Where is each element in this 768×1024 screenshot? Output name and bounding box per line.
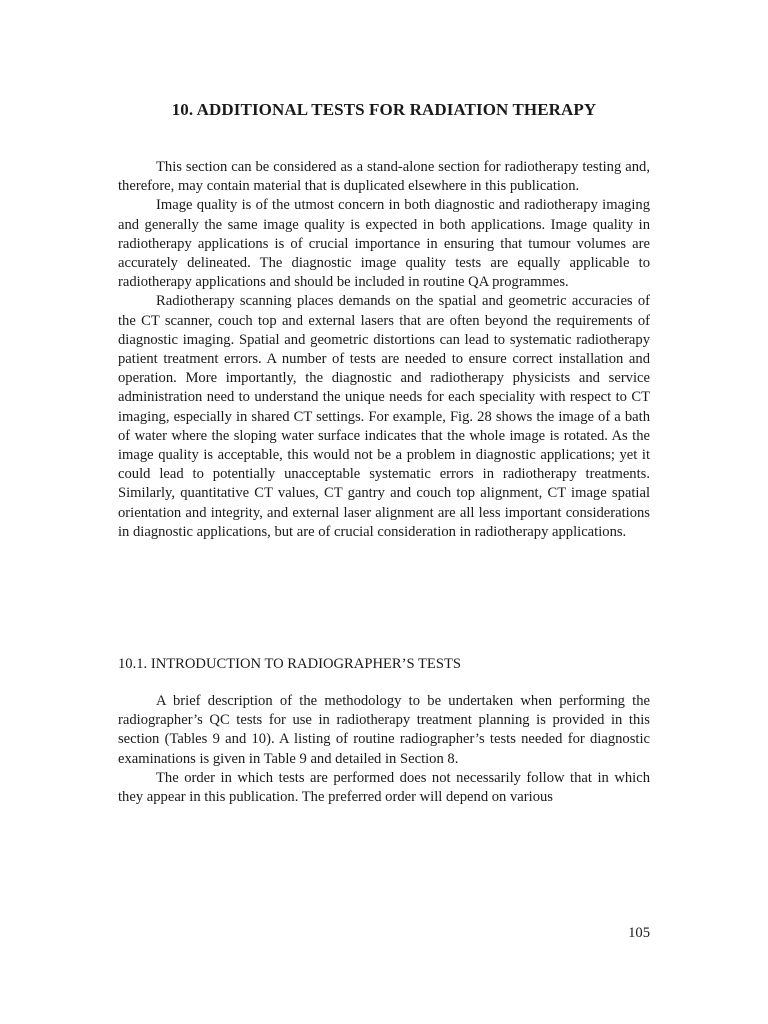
intro-paragraph-3: Radiotherapy scanning places demands on the spatial and geometric accuracies of the CT scanner, couch top and external lasers that are often beyond the requirements of diagnostic imaging. Spatial and geometric distortions can lead to systematic radiotherapy patient treatment errors. A number of tests are needed to ensure correct installation and operation. More importantly, the diagnostic and radiotherapy physicists and service administration need to understand the unique needs for each speciality with respect to CT imaging, especially in shared CT settings. For example, Fig. 28 shows the image of a bath of water where the sloping water surface indicates that the whole image is rotated. As the image quality is acceptable, this would not be a problem in diagnostic applications; yet it could lead to potentially unacceptable systematic errors in radiotherapy treatments. Similarly, quantitative CT values, CT gantry and couch top alignment, CT image spatial orientation and integrity, and external laser alignment are all less important considerations in diagnostic applications, but are of crucial consideration in radiotherapy applications. (118, 293, 650, 540)
intro-paragraph-2: Image quality is of the utmost concern in both diagnostic and radiotherapy imaging and generally the same image quality is expected in both applications. Image quality in radiotherapy applications is of crucial importance in ensuring that tumour volumes are accurately delineated. The diagnostic image quality tests are equally applicable to radiotherapy applications and should be included in routine QA programmes. (118, 197, 650, 291)
section-heading: 10.1. INTRODUCTION TO RADIOGRAPHER’S TESTS (118, 656, 461, 672)
radiographer-section (118, 692, 650, 807)
section-paragraph-2: The order in which tests are performed does not necessarily follow that in which they appear in this publication. The preferred order will depend on various (118, 769, 650, 806)
intro-section (118, 158, 650, 542)
page-number: 105 (628, 925, 650, 941)
chapter-title: 10. ADDITIONAL TESTS FOR RADIATION THERAPY (171, 100, 597, 119)
intro-paragraph-1: This section can be considered as a stand-alone section for radiotherapy testing and, therefore, may contain material that is duplicated elsewhere in this publication. (118, 159, 650, 195)
section-paragraph-1: A brief description of the methodology to be undertaken when performing the radiographer’s QC tests for use in radiotherapy treatment planning is provided in this section (Tables 9 and 10). A listing of routine radiographer’s tests needed for diagnostic examinations is given in Table 9 and detailed in Section 8. (118, 693, 650, 767)
